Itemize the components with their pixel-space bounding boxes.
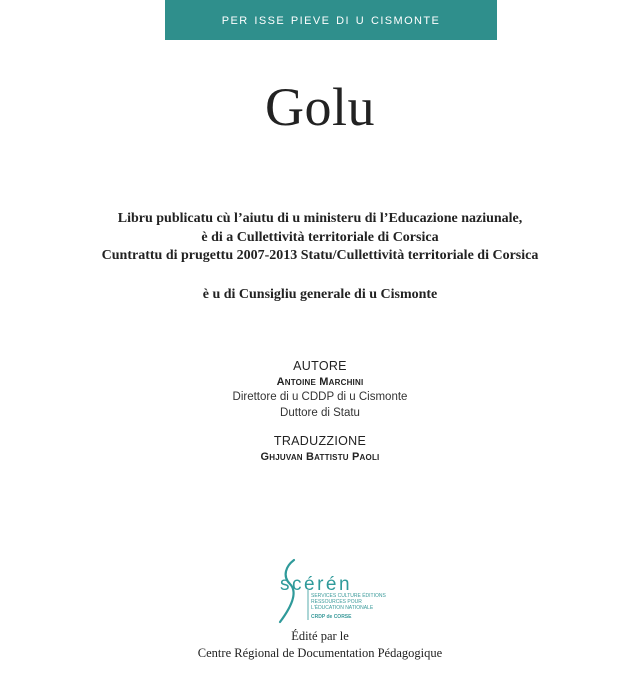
series-banner [165, 0, 497, 40]
publication-notice [0, 210, 640, 266]
publication-line-1: Libru publicatu cù l’aiutu di u ministeru di l’Educazione naziunale, [117, 211, 523, 226]
author-name: Antoine Marchini [276, 376, 364, 388]
logo-subtitle: CRDP de CORSE [311, 614, 352, 620]
book-title: Golu [265, 77, 375, 137]
publication-line-3: Cuntrattu di prugettu 2007-2013 Statu/Cullettività territoriale di Corsica [101, 248, 539, 263]
logo-tagline-1: SERVICES CULTURE ÉDITIONS [311, 593, 386, 599]
author-role-1: Direttore di u CDDP di u Cismonte [232, 391, 408, 403]
logo-wordmark: scérén [280, 574, 353, 595]
series-title: per isse pieve di u cismonte [221, 11, 441, 28]
publisher-line-2: Centre Régional de Documentation Pédagogique [197, 646, 443, 660]
publication-line-2: è di a Cullettività territoriale di Corsica [201, 229, 439, 245]
council-notice: è u di Cunsigliu generale di u Cismonte [202, 287, 438, 302]
scerén-logo [262, 556, 386, 626]
publisher-block [0, 628, 640, 662]
translator-name: Ghjuvan Battistu Paoli [260, 451, 380, 463]
logo-tagline-3: L'ÉDUCATION NATIONALE [311, 605, 374, 611]
logo-tagline [311, 593, 386, 611]
translation-heading: TRADUZZIONE [273, 434, 367, 448]
credits-block [0, 358, 640, 464]
author-role-2: Duttore di Statu [280, 407, 360, 419]
publisher-line-1: Édité par le [291, 629, 349, 643]
logo-tagline-2: RESSOURCES POUR [311, 599, 362, 605]
author-heading: AUTORE [293, 359, 347, 373]
